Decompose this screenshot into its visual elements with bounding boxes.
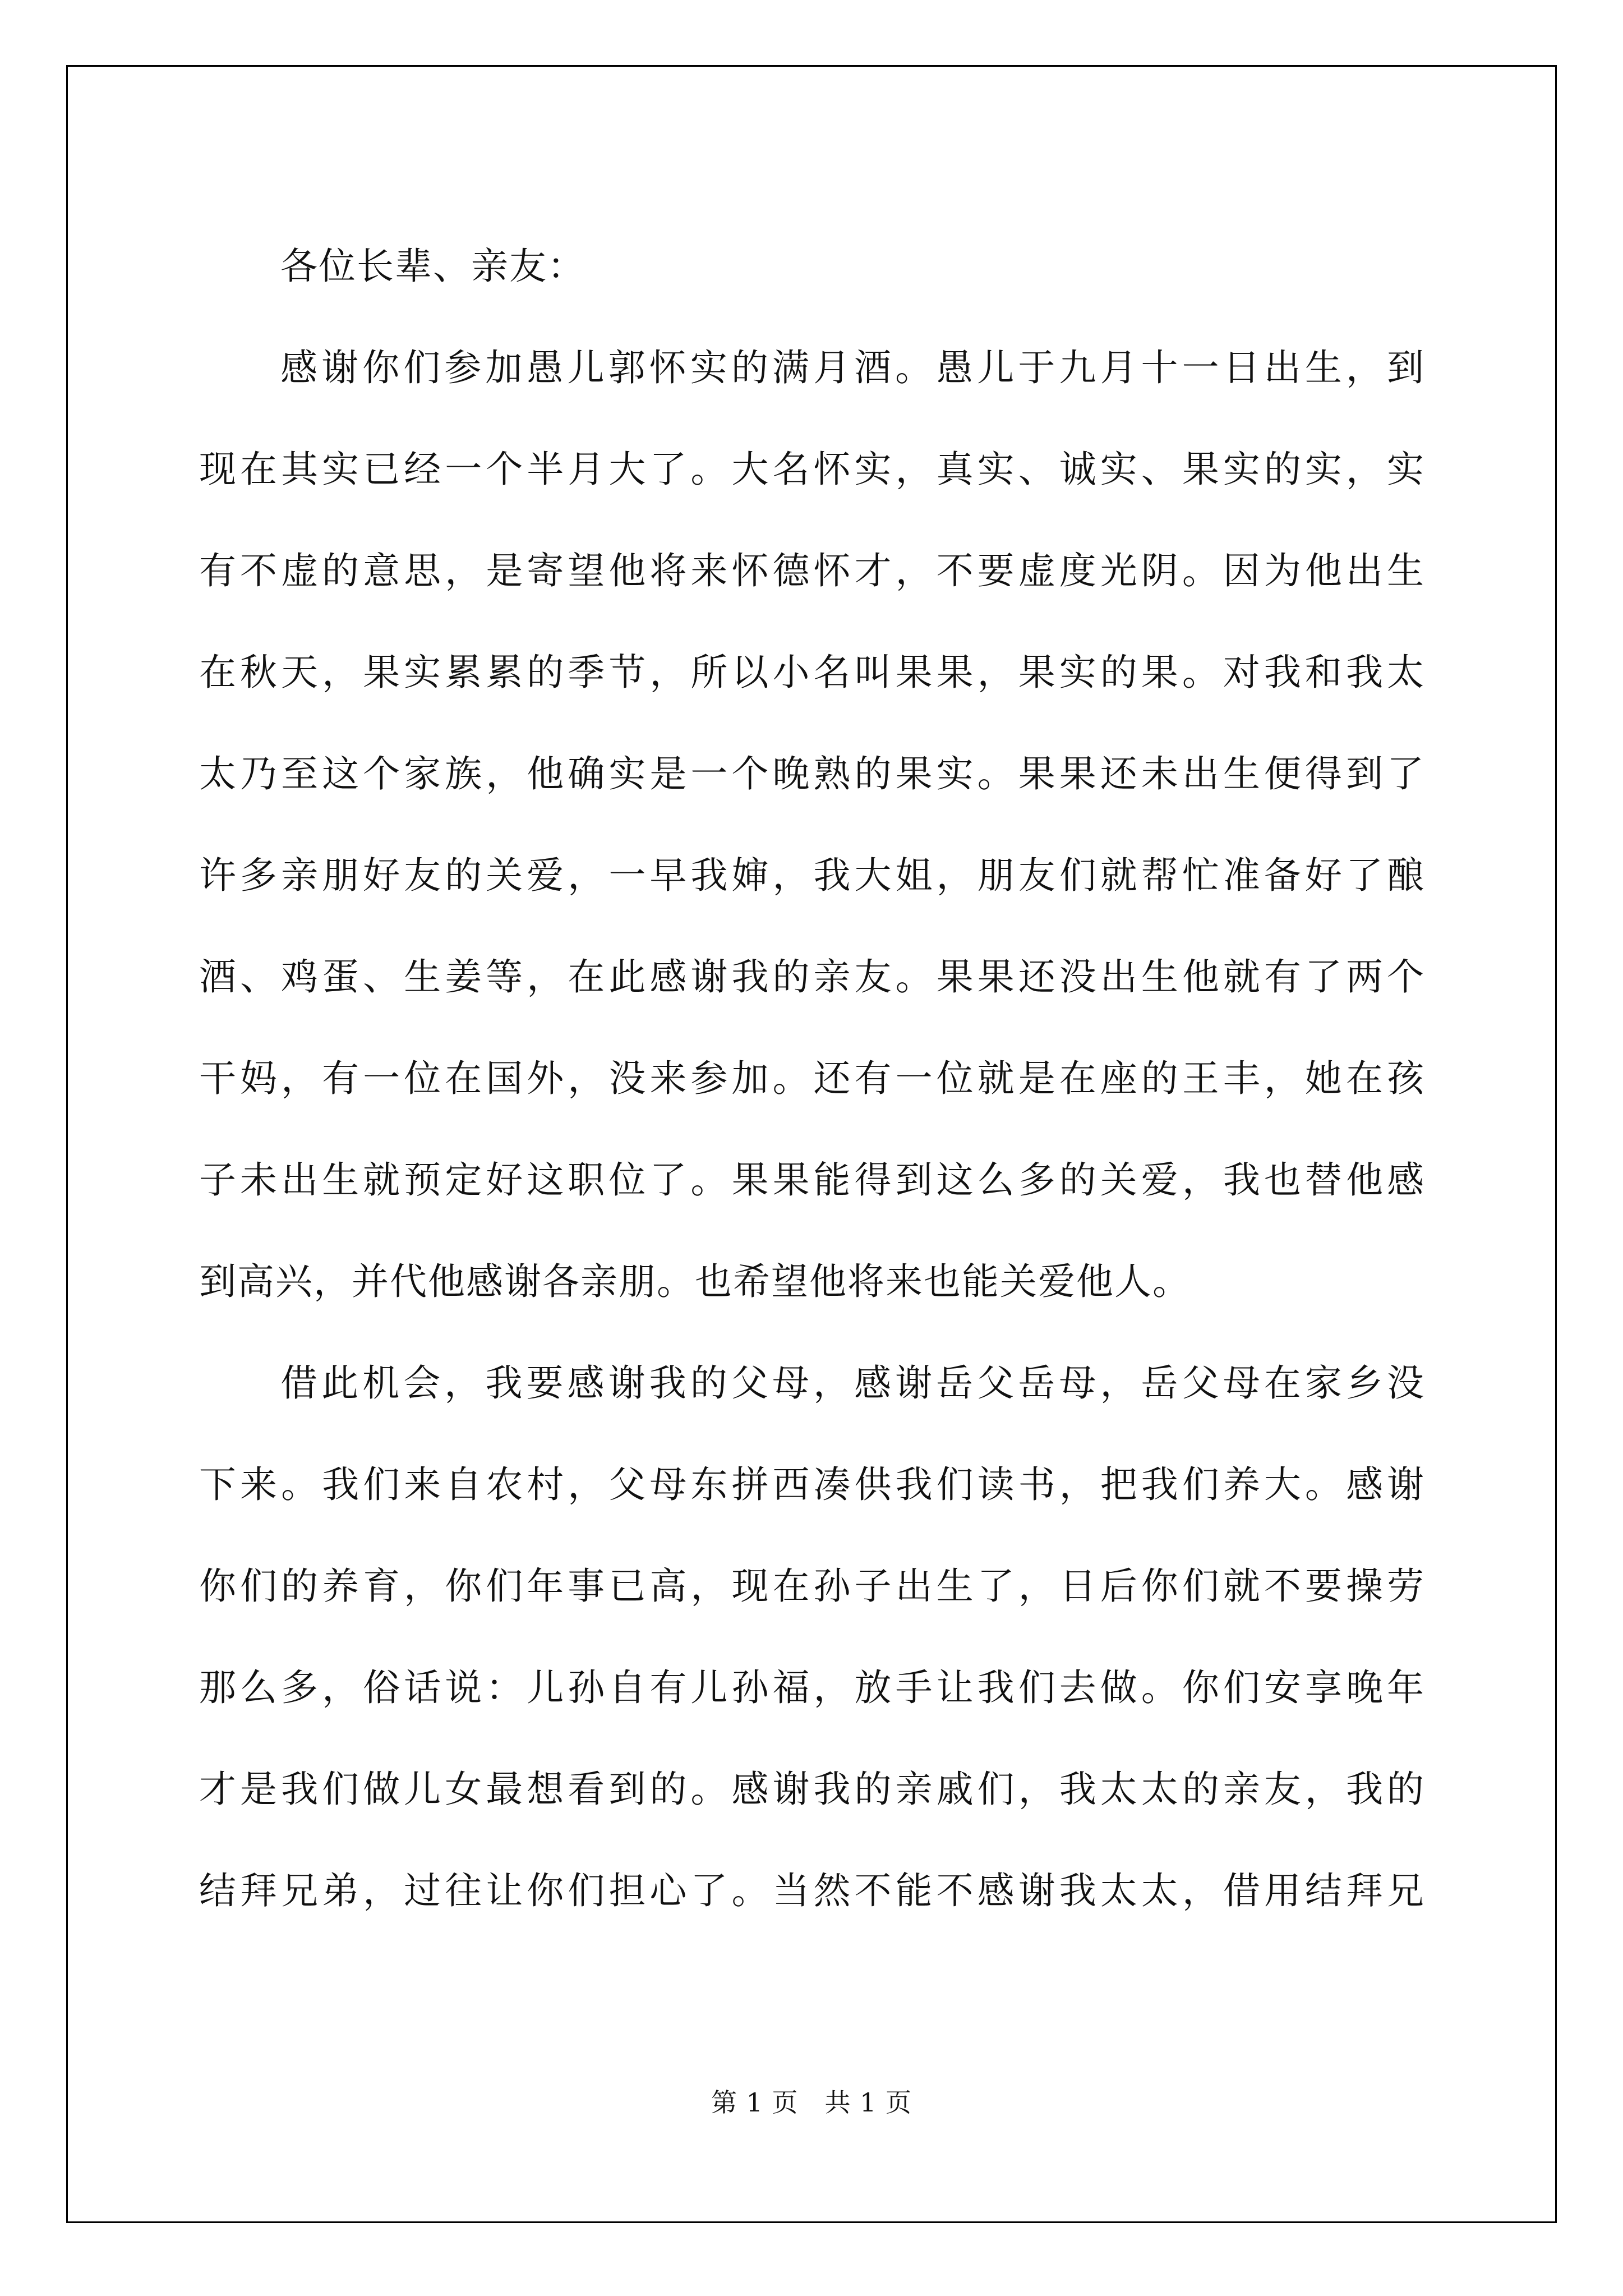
- paragraph-line: 太乃至这个家族，他确实是一个晚熟的果实。果果还未出生便得到了: [199, 752, 1425, 795]
- paragraph-2: [199, 1332, 1425, 1941]
- salutation: 各位长辈、亲友：: [280, 245, 585, 288]
- paragraph-line: 子未出生就预定好这职位了。果果能得到这么多的关爱，我也替他感: [199, 1158, 1425, 1202]
- paragraph-line: 到高兴，并代他感谢各亲朋。也希望他将来也能关爱他人。: [199, 1260, 1191, 1303]
- paragraph-line: 借此机会，我要感谢我的父母，感谢岳父岳母，岳父母在家乡没: [280, 1361, 1425, 1405]
- paragraph-line: 下来。我们来自农村，父母东拼西凑供我们读书，把我们养大。感谢: [199, 1463, 1425, 1506]
- paragraph-line: 酒、鸡蛋、生姜等，在此感谢我的亲友。果果还没出生他就有了两个: [199, 955, 1425, 999]
- paragraph-line: 那么多，俗话说：儿孙自有儿孙福，放手让我们去做。你们安享晚年: [199, 1666, 1425, 1709]
- paragraph-line: 结拜兄弟，过往让你们担心了。当然不能不感谢我太太，借用结拜兄: [199, 1869, 1425, 1912]
- paragraph-line: 在秋天，果实累累的季节，所以小名叫果果，果实的果。对我和我太: [199, 651, 1425, 694]
- paragraph-line: 才是我们做儿女最想看到的。感谢我的亲戚们，我太太的亲友，我的: [199, 1768, 1425, 1811]
- paragraph-line: 许多亲朋好友的关爱，一早我婶，我大姐，朋友们就帮忙准备好了酿: [199, 854, 1425, 897]
- page-footer: [0, 2082, 1623, 2119]
- paragraph-line: 干妈，有一位在国外，没来参加。还有一位就是在座的王丰，她在孩: [199, 1057, 1425, 1100]
- paragraph-1: [199, 317, 1425, 1332]
- paragraph-line: 有不虚的意思，是寄望他将来怀德怀才，不要虚度光阴。因为他出生: [199, 549, 1425, 592]
- salutation-paragraph: [199, 215, 1425, 317]
- page-number: 第 1 页 共 1 页: [711, 2087, 912, 2118]
- document-body: [199, 215, 1425, 1941]
- paragraph-line: 你们的养育，你们年事已高，现在孙子出生了，日后你们就不要操劳: [199, 1565, 1425, 1608]
- paragraph-line: 感谢你们参加愚儿郭怀实的满月酒。愚儿于九月十一日出生，到: [280, 346, 1425, 389]
- paragraph-line: 现在其实已经一个半月大了。大名怀实，真实、诚实、果实的实，实: [199, 448, 1425, 491]
